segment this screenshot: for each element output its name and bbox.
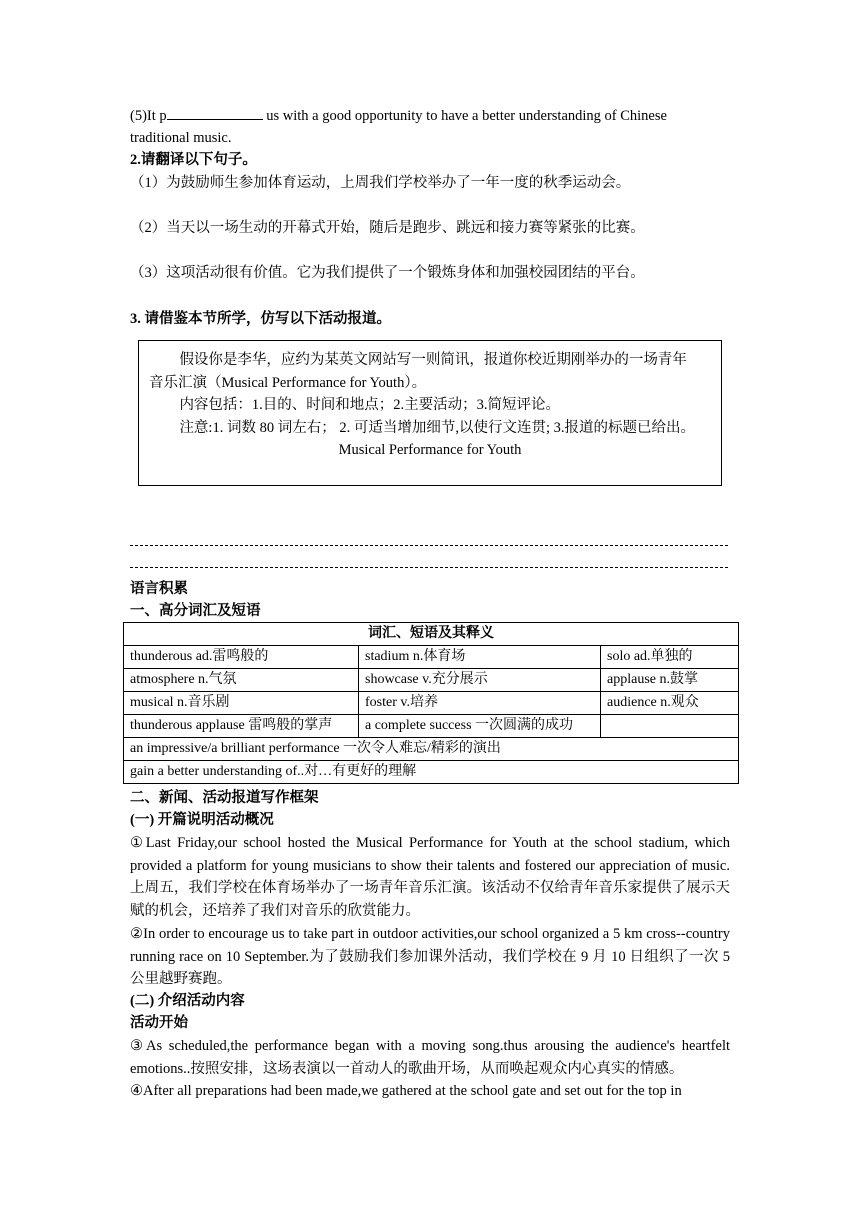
table-header-row	[124, 623, 739, 646]
table-cell-wide: gain a better understanding of..对…有更好的理解	[124, 761, 739, 784]
table-cell: audience n.观众	[601, 692, 739, 715]
framework-part-2: (二) 介绍活动内容	[130, 993, 245, 1009]
translate-heading: 2.请翻译以下句子。	[130, 152, 257, 168]
table-cell: stadium n.体育场	[359, 646, 601, 669]
table-cell-wide: an impressive/a brilliant performance 一次令人难忘/精彩的演出	[124, 738, 739, 761]
divider-dashed-2	[130, 567, 728, 568]
example-paragraph-1: ①Last Friday,our school hosted the Musical Performance for Youth at the school stadium, which provided a platform for young musicians to show their talents and fostered our appreciation of music.上周五，我们学校在体育场举办了一场青年音乐汇演。该活动不仅给青年音乐家提供了展示天赋的机会，还培养了我们对音乐的欣赏能力。	[130, 835, 730, 919]
prompt-line-2: 音乐汇演（Musical Performance for Youth）。	[149, 374, 427, 391]
table-row	[124, 646, 739, 669]
table-row	[124, 761, 739, 784]
vocabulary-table	[123, 622, 739, 784]
question-5-line2: traditional music.	[130, 130, 232, 146]
writing-prompt-box	[138, 340, 722, 486]
framework-heading: 二、新闻、活动报道写作框架	[130, 790, 319, 806]
translate-item-3: （3）这项活动很有价值。它为我们提供了一个锻炼身体和加强校园团结的平台。	[130, 265, 645, 281]
vocab-section-heading: 一、高分词汇及短语	[130, 603, 261, 619]
table-cell: a complete success 一次圆满的成功	[359, 715, 601, 738]
table-cell: thunderous applause 雷鸣般的掌声	[124, 715, 359, 738]
table-header: 词汇、短语及其释义	[124, 623, 739, 646]
report-title: Musical Performance for Youth	[338, 442, 522, 458]
table-row	[124, 738, 739, 761]
table-row	[124, 669, 739, 692]
question-5-prefix: (5)It p	[130, 108, 167, 124]
table-cell: showcase v.充分展示	[359, 669, 601, 692]
table-cell: solo ad.单独的	[601, 646, 739, 669]
divider-dashed-1	[130, 545, 728, 546]
question-5-text: us with a good opportunity to have a better understanding of Chinese	[266, 108, 667, 124]
translate-item-1: （1）为鼓励师生参加体育运动，上周我们学校举办了一年一度的秋季运动会。	[130, 175, 631, 191]
table-cell: thunderous ad.雷鸣般的	[124, 646, 359, 669]
language-heading: 语言积累	[130, 581, 188, 597]
table-cell: applause n.鼓掌	[601, 669, 739, 692]
table-cell	[601, 715, 739, 738]
table-cell: atmosphere n.气氛	[124, 669, 359, 692]
table-cell: musical n.音乐剧	[124, 692, 359, 715]
example-paragraph-2: ②In order to encourage us to take part in outdoor activities,our school organized a 5 km cross--country running race on 10 September.为了鼓励我们参加课外活动，我们学校在 9 月 10 日组织了一次 5 公里越野赛跑。	[130, 926, 730, 987]
answer-blank[interactable]	[167, 119, 263, 120]
prompt-line-4: 注意:1. 词数 80 词左右； 2. 可适当增加细节,以使行文连贯; 3.报道的标题已给出。	[179, 419, 695, 436]
table-row	[124, 715, 739, 738]
prompt-line-3: 内容包括：1.目的、时间和地点；2.主要活动；3.简短评论。	[179, 397, 561, 413]
example-paragraph-3: ③As scheduled,the performance began with a moving song.thus arousing the audience's heartfelt emotions..按照安排，这场表演以一首动人的歌曲开场，从而唤起观众内心真实的情感。	[130, 1038, 730, 1077]
table-cell: foster v.培养	[359, 692, 601, 715]
writing-heading: 3. 请借鉴本节所学，仿写以下活动报道。	[130, 311, 391, 327]
question-5	[130, 105, 730, 128]
framework-part-1: (一) 开篇说明活动概况	[130, 812, 274, 828]
framework-subheading: 活动开始	[130, 1015, 188, 1031]
prompt-line-1: 假设你是李华，应约为某英文网站写一则简讯，报道你校近期刚举办的一场青年	[179, 352, 687, 368]
table-row	[124, 692, 739, 715]
example-paragraph-4: ④After all preparations had been made,we gathered at the school gate and set out for the top in	[130, 1083, 682, 1099]
translate-item-2: （2）当天以一场生动的开幕式开始，随后是跑步、跳远和接力赛等紧张的比赛。	[130, 220, 645, 236]
